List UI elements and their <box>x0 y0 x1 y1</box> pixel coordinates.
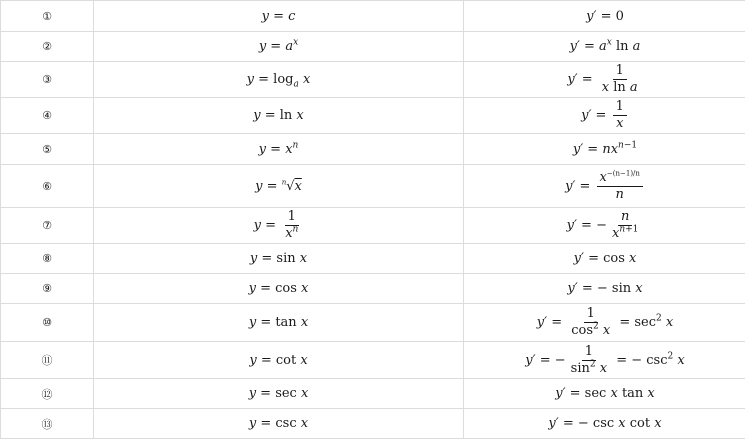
function-formula: y = cos x <box>248 281 309 296</box>
function-cell <box>94 98 464 134</box>
row-number: ⑬ <box>1 409 94 439</box>
derivative-cell <box>464 274 745 304</box>
derivative-formula: y′ = $\frac{x^{-(n-1)/n}}{n}$ <box>565 179 645 194</box>
function-cell <box>94 208 464 244</box>
derivative-cell <box>464 32 745 62</box>
derivative-cell <box>464 304 745 342</box>
row-number: ② <box>1 32 94 62</box>
derivative-cell <box>464 409 745 439</box>
row-number: ⑪ <box>1 342 94 379</box>
function-formula: y = csc x <box>248 416 309 431</box>
derivative-cell <box>464 62 745 98</box>
function-formula: $y = a^x$ <box>258 37 299 54</box>
table-row <box>1 244 745 274</box>
table-row <box>1 379 745 409</box>
table-row <box>1 274 745 304</box>
table-row <box>1 1 745 32</box>
derivative-formula: y′ = $\frac{1}{x}$ <box>581 108 629 123</box>
row-number: ① <box>1 1 94 32</box>
table-row <box>1 208 745 244</box>
table-row <box>1 409 745 439</box>
derivative-formula: y′ = sec x tan x <box>555 386 655 401</box>
table-row <box>1 98 745 134</box>
row-number: ⑧ <box>1 244 94 274</box>
function-formula: y = c <box>261 8 296 24</box>
derivative-cell <box>464 208 745 244</box>
function-cell <box>94 244 464 274</box>
row-number: ⑦ <box>1 208 94 244</box>
table-row <box>1 32 745 62</box>
derivative-formula: y′ = $\frac{1}{\text{x ln a}}$ <box>567 63 638 95</box>
row-number: ⑥ <box>1 165 94 208</box>
derivative-cell <box>464 342 745 379</box>
function-formula: y = $^n$√x <box>255 178 302 194</box>
derivative-formula: $y' = nx^{n-1}$ <box>572 140 638 157</box>
function-formula: $y = \log_a x$ <box>246 72 311 90</box>
derivative-formula: y′ = − csc x cot x <box>548 416 662 431</box>
row-number: ⑨ <box>1 274 94 304</box>
derivative-formula: y′ = 0 <box>586 8 624 24</box>
derivative-formula: y′ = − $\frac{1}{\sin^2 x}$ = − $\csc^2 x$ <box>525 343 685 376</box>
table-row <box>1 165 745 208</box>
function-formula: y = sec x <box>248 386 309 401</box>
row-number: ⑫ <box>1 379 94 409</box>
derivative-cell <box>464 244 745 274</box>
row-number: ③ <box>1 62 94 98</box>
table-row <box>1 304 745 342</box>
function-cell <box>94 62 464 98</box>
function-formula: y = $\frac{1}{x^n}$ <box>253 209 299 241</box>
derivative-cell <box>464 98 745 134</box>
function-formula: $y = x^n$ <box>258 140 299 157</box>
function-formula: y = cot x <box>249 352 308 368</box>
function-cell <box>94 409 464 439</box>
function-cell <box>94 32 464 62</box>
function-cell <box>94 342 464 379</box>
function-formula: y = ln x <box>253 108 304 123</box>
function-cell <box>94 134 464 165</box>
derivative-formula: y′ = − $\frac{n}{x^{n+1}}$ <box>566 209 639 241</box>
row-number: ⑤ <box>1 134 94 165</box>
function-formula: y = tan x <box>248 315 309 330</box>
derivative-formula: y′ = − sin x <box>567 281 643 296</box>
derivative-cell <box>464 1 745 32</box>
function-cell <box>94 165 464 208</box>
function-cell <box>94 1 464 32</box>
function-cell <box>94 304 464 342</box>
derivative-cell <box>464 379 745 409</box>
table-row <box>1 62 745 98</box>
derivative-formula: $y' = a^x$ ln a <box>569 37 641 54</box>
derivative-formula: y′ = $\frac{1}{\cos^2 x}$ = $\sec^2 x$ <box>536 306 674 338</box>
table-row <box>1 342 745 379</box>
derivative-formula: y′ = cos x <box>573 251 637 266</box>
derivative-cell <box>464 165 745 208</box>
function-formula: y = sin x <box>249 251 308 266</box>
table-row <box>1 134 745 165</box>
row-number: ⑩ <box>1 304 94 342</box>
function-cell <box>94 379 464 409</box>
derivative-cell <box>464 134 745 165</box>
row-number: ④ <box>1 98 94 134</box>
function-cell <box>94 274 464 304</box>
